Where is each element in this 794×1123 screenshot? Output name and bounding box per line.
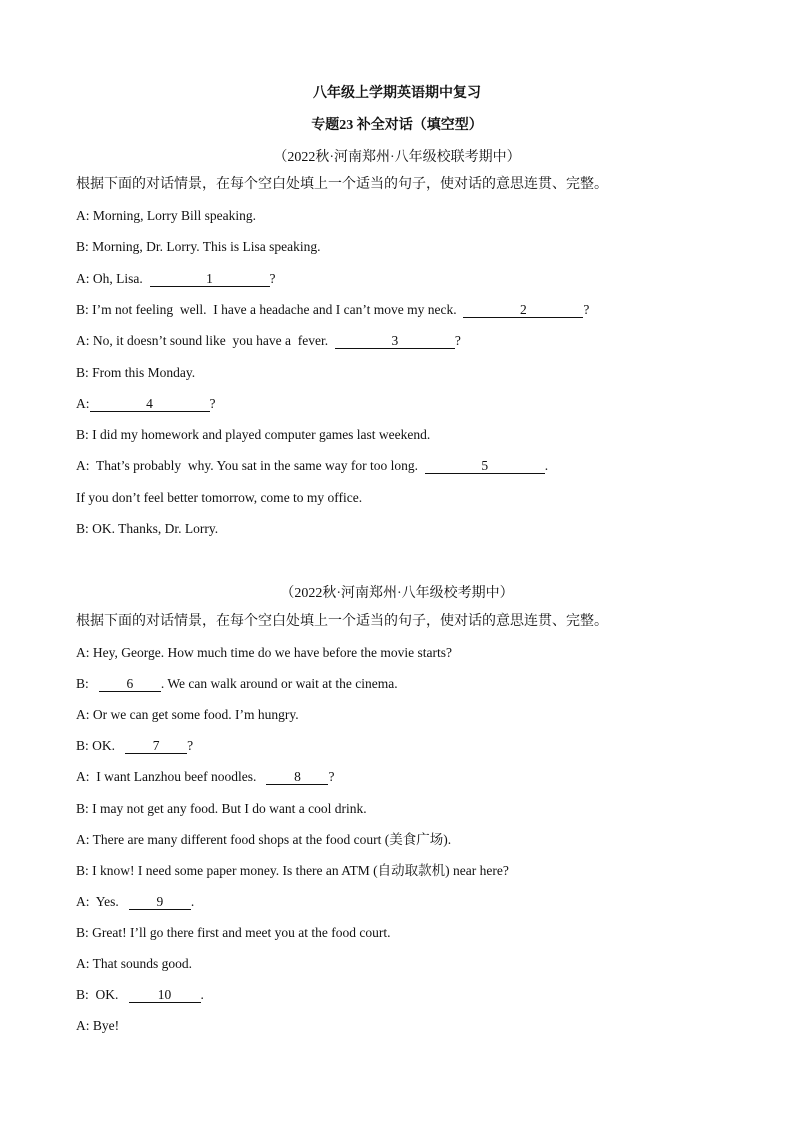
line-text: A: That’s probably why. You sat in the same way for too long.	[76, 458, 425, 474]
dialogue-line: A: Hey, George. How much time do we have before the movie starts?	[76, 645, 453, 660]
line-text: A: Oh, Lisa.	[76, 270, 150, 286]
line-text: .	[544, 458, 549, 474]
dialogue-line: B: OK. Thanks, Dr. Lorry.	[76, 521, 219, 536]
line-text: .	[200, 987, 204, 1003]
line-text: A: I want Lanzhou beef noodles.	[76, 769, 267, 785]
section2-instruction: 根据下面的对话情景，在每个空白处填上一个适当的句子，使对话的意思连贯、完整。	[76, 614, 608, 629]
dialogue-line: B: I did my homework and played computer games last weekend.	[76, 427, 431, 443]
dialogue-line: B: Great! I’ll go there first and meet you at the food court.	[76, 924, 391, 940]
line-text: B:	[76, 676, 99, 692]
line-text: B: I’m not feeling well. I have a headache and I can’t move my neck.	[76, 301, 464, 317]
line-text: A: Yes.	[76, 893, 129, 909]
dialogue-line: B: I may not get any food. But I do want a cool drink.	[76, 800, 367, 816]
dialogue-line: A: Morning, Lorry Bill speaking.	[76, 208, 256, 223]
answer-blank[interactable]: 1	[150, 272, 270, 287]
line-text: ?	[454, 333, 461, 349]
answer-blank[interactable]: 3	[335, 334, 455, 349]
dialogue-line	[76, 737, 193, 755]
line-text: ?	[187, 738, 194, 754]
dialogue-line	[76, 395, 216, 413]
dialogue-line	[76, 893, 194, 911]
section2-source: （2022秋·河南郑州·八年级校考期中）	[280, 586, 514, 601]
answer-blank[interactable]: 4	[90, 397, 210, 412]
answer-blank[interactable]: 8	[266, 770, 328, 785]
dialogue-line	[76, 301, 589, 319]
answer-blank[interactable]: 6	[99, 677, 161, 692]
line-text: B: OK.	[76, 987, 129, 1003]
section1-source: （2022秋·河南郑州·八年级校联考期中）	[273, 150, 521, 165]
line-text: A: No, it doesn’t sound like you have a fever.	[76, 333, 335, 349]
dialogue-line: A: Bye!	[76, 1018, 120, 1034]
answer-blank[interactable]: 9	[129, 895, 191, 910]
line-text: .	[190, 893, 195, 909]
dialogue-line: A: Or we can get some food. I’m hungry.	[76, 707, 299, 723]
dialogue-line: A: There are many different food shops at the food court (美食广场).	[76, 831, 452, 847]
document-subtitle: 专题23 补全对话（填空型）	[311, 118, 483, 133]
dialogue-line	[76, 986, 204, 1004]
answer-blank[interactable]: 10	[129, 988, 201, 1003]
answer-blank[interactable]: 2	[463, 303, 583, 318]
document-title: 八年级上学期英语期中复习	[313, 86, 481, 101]
line-text: A:	[76, 395, 90, 411]
dialogue-line	[76, 457, 548, 475]
answer-blank[interactable]: 5	[425, 459, 545, 474]
line-text: ?	[328, 769, 335, 785]
line-text: B: OK.	[76, 738, 126, 754]
dialogue-line	[76, 768, 334, 786]
dialogue-line	[76, 675, 398, 693]
line-text: . We can walk around or wait at the cinema.	[160, 676, 398, 692]
dialogue-line	[76, 270, 276, 288]
dialogue-line: B: Morning, Dr. Lorry. This is Lisa speaking.	[76, 239, 321, 255]
answer-blank[interactable]: 7	[125, 739, 187, 754]
line-text: ?	[209, 395, 216, 411]
dialogue-line: If you don’t feel better tomorrow, come to my office.	[76, 489, 363, 505]
section1-instruction: 根据下面的对话情景，在每个空白处填上一个适当的句子，使对话的意思连贯、完整。	[76, 177, 608, 192]
dialogue-line: B: I know! I need some paper money. Is there an ATM (自动取款机) near here?	[76, 862, 509, 878]
dialogue-line	[76, 332, 461, 350]
line-text: ?	[583, 301, 590, 317]
line-text: ?	[269, 270, 276, 286]
dialogue-line: A: That sounds good.	[76, 956, 193, 971]
dialogue-line: B: From this Monday.	[76, 364, 196, 380]
